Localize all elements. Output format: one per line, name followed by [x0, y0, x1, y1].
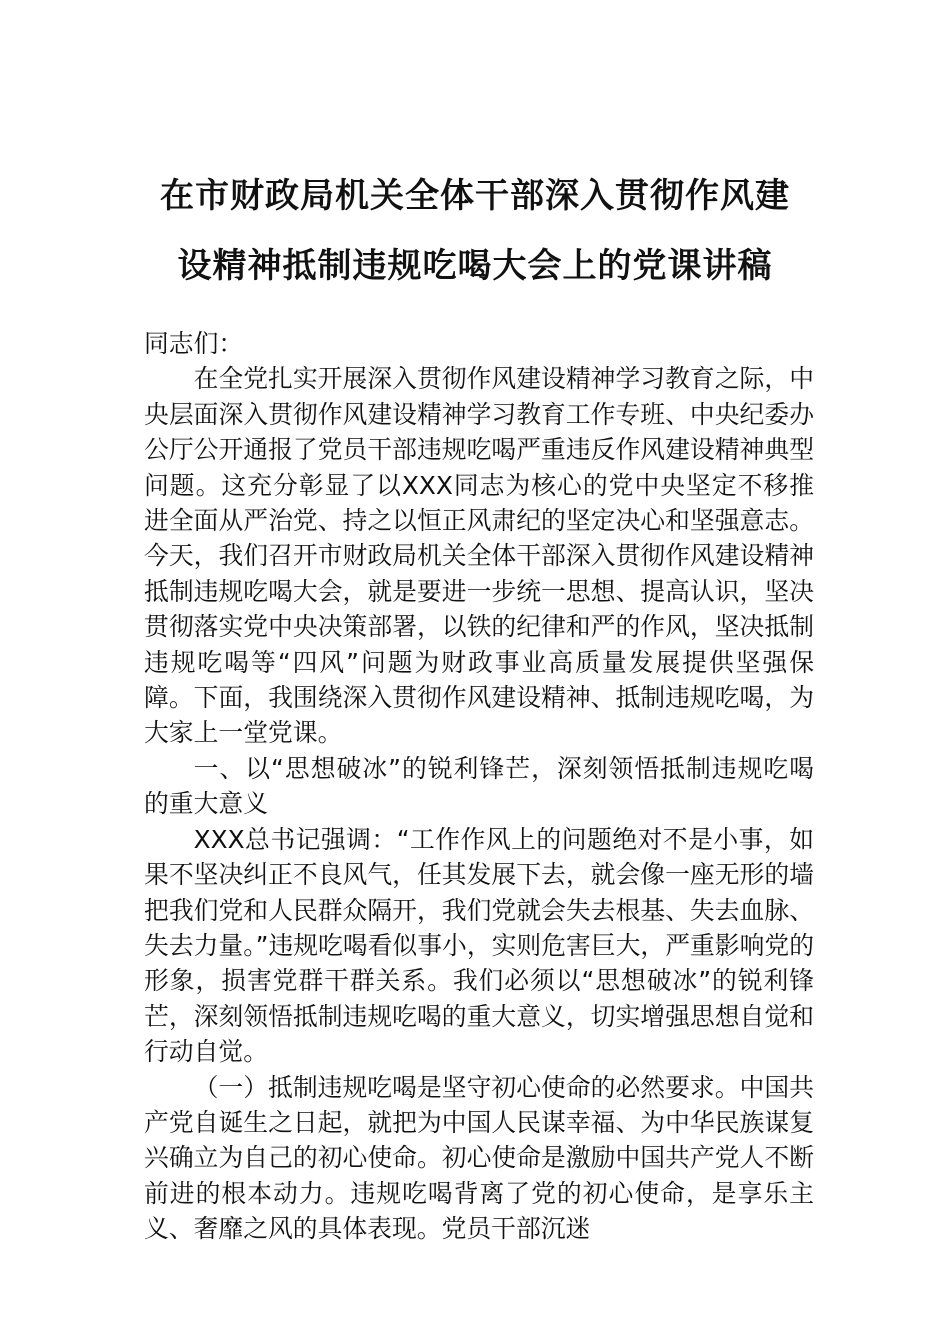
- paragraph-subsection-1: （一）抵制违规吃喝是坚守初心使命的必然要求。中国共产党自诞生之日起，就把为中国人民谋幸福、为中华民族谋复兴确立为自己的初心使命。初心使命是激励中国共产党人不断前进的根本动力。违规吃喝背离了党的初心使命，是享乐主义、奢靡之风的具体表现。党员干部沉迷: [144, 1072, 814, 1244]
- paragraph-intro: 在全党扎实开展深入贯彻作风建设精神学习教育之际，中央层面深入贯彻作风建设精神学习教育工作专班、中央纪委办公厅公开通报了党员干部违规吃喝严重违反作风建设精神典型问题。这充分彰显了以XXX同志为核心的党中央坚定不移推进全面从严治党、持之以恒正风肃纪的坚定决心和坚强意志。今天，我们召开市财政局机关全体干部深入贯彻作风建设精神抵制违规吃喝大会，就是要进一步统一思想、提高认识，坚决贯彻落实党中央决策部署，以铁的纪律和严的作风，坚决抵制违规吃喝等“四风”问题为财政事业高质量发展提供坚强保障。下面，我围绕深入贯彻作风建设精神、抵制违规吃喝，为大家上一堂党课。: [144, 364, 814, 748]
- salutation: 同志们：: [144, 329, 244, 358]
- paragraph-section-1: XXX总书记强调：“工作作风上的问题绝对不是小事，如果不坚决纠正不良风气，任其发展下去，就会像一座无形的墙把我们党和人民群众隔开，我们党就会失去根基、失去血脉、失去力量。”违规吃喝看似事小，实则危害巨大，严重影响党的形象，损害党群干群关系。我们必须以“思想破冰”的锐利锋芒，深刻领悟抵制违规吃喝的重大意义，切实增强思想自觉和行动自觉。: [144, 824, 814, 1067]
- section-heading-1: 一、以“思想破冰”的锐利锋芒，深刻领悟抵制违规吃喝的重大意义: [144, 753, 814, 819]
- document-title-line-1: 在市财政局机关全体干部深入贯彻作风建: [160, 176, 790, 216]
- document-body: [144, 326, 814, 1247]
- document-title-line-2: 设精神抵制违规吃喝大会上的党课讲稿: [177, 246, 773, 286]
